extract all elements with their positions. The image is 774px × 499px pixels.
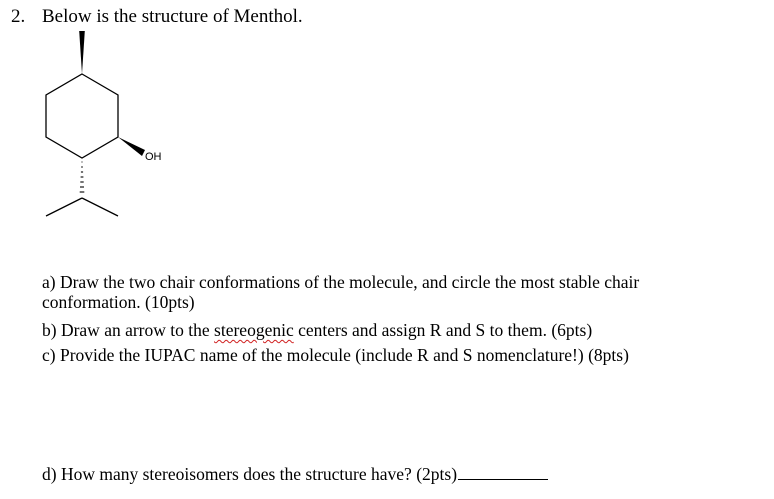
part-b bbox=[42, 320, 592, 340]
part-b-suffix: centers and assign R and S to them. (6pts) bbox=[293, 320, 593, 340]
hydroxyl-wedge-bond bbox=[118, 137, 145, 156]
part-d-text: d) How many stereoisomers does the structure have? (2pts) bbox=[42, 464, 458, 484]
part-d bbox=[42, 463, 548, 484]
part-a-line-2: conformation. (10pts) bbox=[42, 292, 195, 312]
answer-blank[interactable] bbox=[458, 463, 548, 480]
stereogenic-term: stereogenic bbox=[214, 320, 294, 340]
isopropyl-hash-bond bbox=[80, 162, 85, 192]
question-number: 2. bbox=[11, 6, 26, 27]
methyl-wedge-bond bbox=[79, 31, 85, 74]
cyclohexane-ring bbox=[46, 74, 118, 158]
isopropyl-branch-right bbox=[82, 198, 118, 216]
isopropyl-branch-left bbox=[46, 198, 82, 216]
part-c: c) Provide the IUPAC name of the molecule (include R and S nomenclature!) (8pts) bbox=[42, 345, 629, 365]
part-a-line-1: a) Draw the two chair conformations of the molecule, and circle the most stable chair bbox=[42, 272, 640, 292]
question-intro: Below is the structure of Menthol. bbox=[42, 6, 303, 27]
part-b-prefix: b) Draw an arrow to the bbox=[42, 320, 215, 340]
hydroxyl-label: OH bbox=[145, 151, 162, 163]
